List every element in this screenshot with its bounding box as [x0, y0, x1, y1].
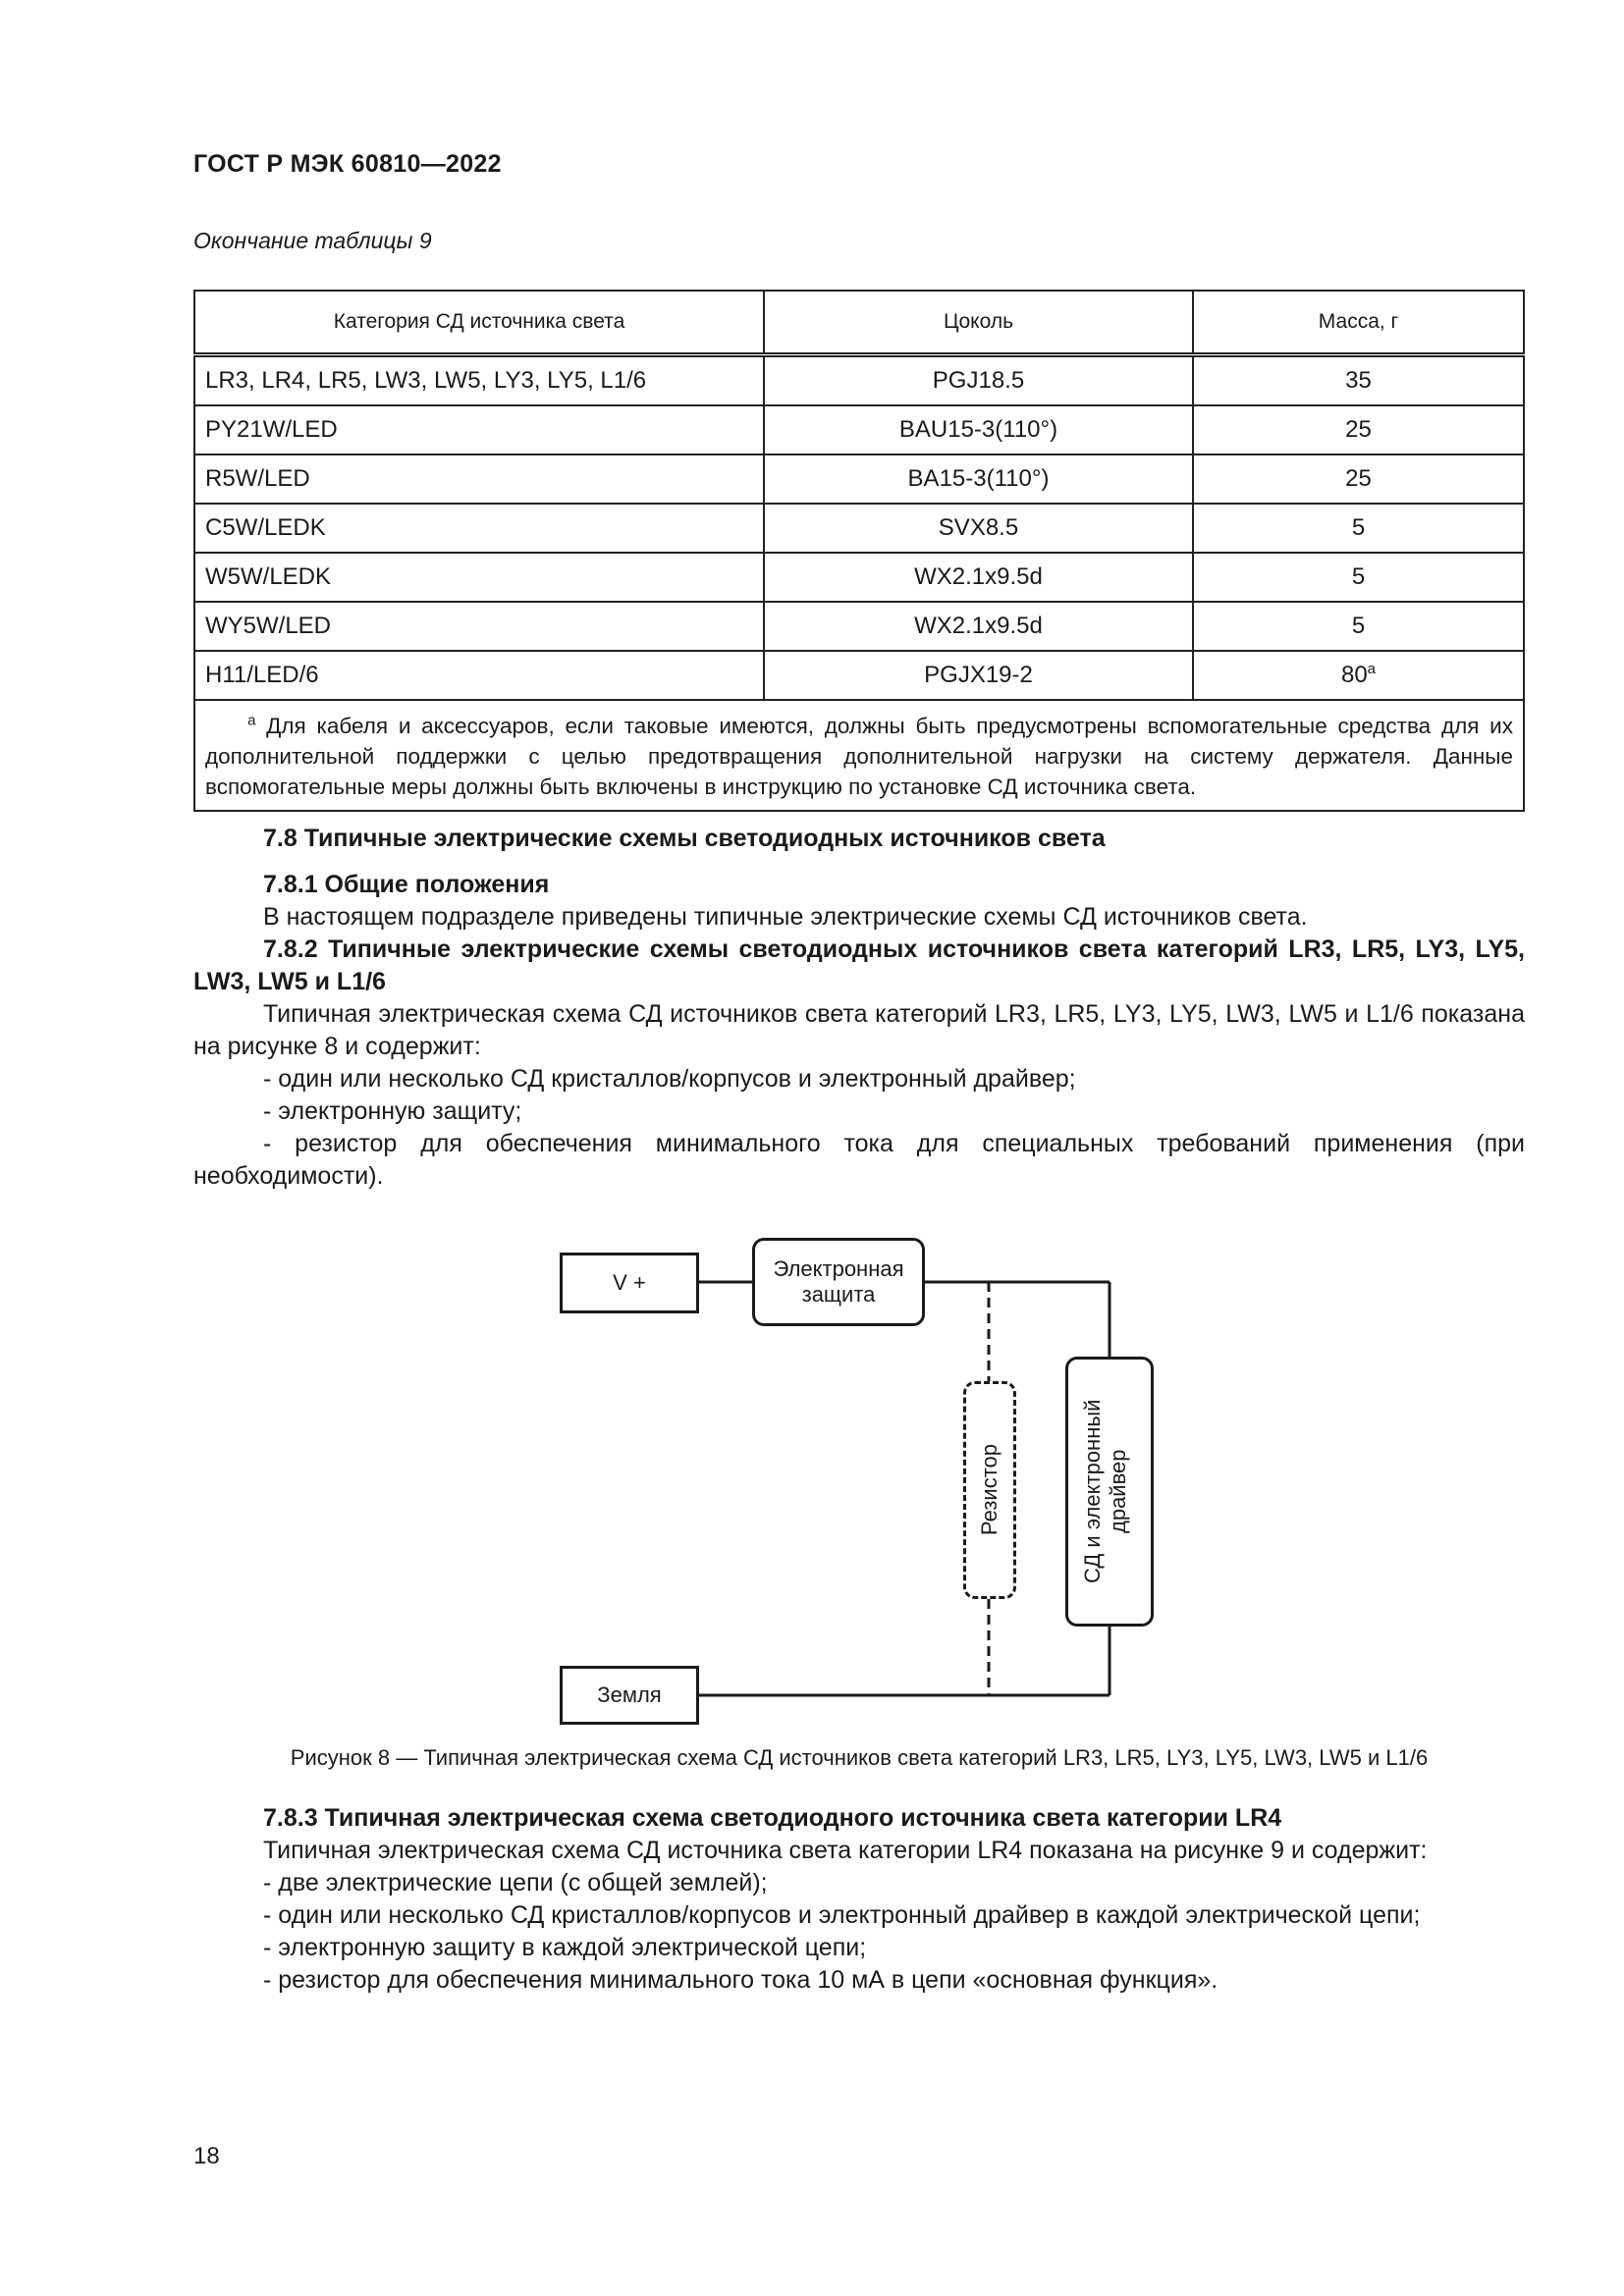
figure-8-caption: Рисунок 8 — Типичная электрическая схема СД источников света категорий LR3, LR5, LY3, LY5, LW3, LW5 и L1/6: [290, 1745, 1429, 1770]
cell-category: WY5W/LED: [194, 602, 764, 651]
mass-value: 80: [1340, 662, 1368, 688]
list-item: - один или несколько СД кристаллов/корпусов и электронный драйвер;: [263, 1065, 1076, 1093]
list-item: - две электрические цепи (с общей землей);: [263, 1869, 768, 1896]
table-continuation-label: Окончание таблицы 9: [193, 228, 432, 253]
paragraph-7-8-1: В настоящем подразделе приведены типичные электрические схемы СД источников света.: [263, 903, 1308, 931]
vplus-terminal: V +: [560, 1253, 699, 1313]
cell-category: W5W/LEDK: [194, 553, 764, 602]
cell-mass: 25: [1193, 454, 1524, 504]
page-number: 18: [193, 2143, 220, 2169]
table-footnote: [194, 700, 1524, 811]
section-7-8: [193, 823, 1525, 1193]
cell-base: WX2.1x9.5d: [764, 602, 1193, 651]
document-code: ГОСТ Р МЭК 60810—2022: [193, 150, 502, 178]
column-header-mass: Масса, г: [1193, 291, 1524, 355]
cell-category: H11/LED/6: [194, 651, 764, 700]
cell-base: WX2.1x9.5d: [764, 553, 1193, 602]
cell-base: PGJ18.5: [764, 355, 1193, 406]
figure-8-diagram: [550, 1232, 1178, 1733]
table-9: [193, 290, 1525, 812]
table-row: [194, 504, 1524, 553]
heading-7-8: 7.8 Типичные электрические схемы светодиодных источников света: [263, 825, 1106, 852]
cell-base: BAU15-3(110°): [764, 405, 1193, 454]
cell-category: LR3, LR4, LR5, LW3, LW5, LY3, LY5, L1/6: [194, 355, 764, 406]
footnote-ref: a: [1367, 661, 1377, 677]
cell-category: R5W/LED: [194, 454, 764, 504]
cell-mass: 25: [1193, 405, 1524, 454]
column-header-base: Цоколь: [764, 291, 1193, 355]
heading-7-8-1: 7.8.1 Общие положения: [263, 871, 550, 898]
cell-mass: 5: [1193, 553, 1524, 602]
list-item: - электронную защиту в каждой электрической цепи;: [263, 1934, 867, 1961]
heading-7-8-3: 7.8.3 Типичная электрическая схема светодиодного источника света категории LR4: [263, 1804, 1282, 1832]
electronic-protection-block: Электронная защита: [752, 1238, 925, 1326]
table-row: [194, 553, 1524, 602]
paragraph-7-8-2: Типичная электрическая схема СД источников света категорий LR3, LR5, LY3, LY5, LW3, LW5 и L1/6 показана на рисунке 8 и содержит:: [193, 1000, 1525, 1060]
list-item: - резистор для обеспечения минимального тока 10 мА в цепи «основная функция».: [263, 1966, 1218, 1994]
cell-mass: 5: [1193, 602, 1524, 651]
cell-base: SVX8.5: [764, 504, 1193, 553]
table-row: [194, 355, 1524, 406]
table-row: [194, 602, 1524, 651]
section-7-8-3: [193, 1802, 1525, 1997]
list-item: - резистор для обеспечения минимального тока для специальных требований применения (при необходимости).: [193, 1130, 1525, 1190]
table-row: [194, 454, 1524, 504]
table-row: [194, 651, 1524, 700]
cell-category: PY21W/LED: [194, 405, 764, 454]
resistor-block: [963, 1381, 1016, 1599]
heading-7-8-2: 7.8.2 Типичные электрические схемы светодиодных источников света категорий LR3, LR5, LY3, LY5, LW3, LW5 и L1/6: [193, 935, 1525, 995]
cell-category: C5W/LEDK: [194, 504, 764, 553]
table-header-row: [194, 291, 1524, 355]
ground-terminal: Земля: [560, 1666, 699, 1725]
resistor-label: Резистор: [977, 1444, 1001, 1536]
cell-base: PGJX19-2: [764, 651, 1193, 700]
footnote-text: Для кабеля и аксессуаров, если таковые имеются, должны быть предусмотрены вспомогательные средства для их дополнительной поддержки с целью предотвращения дополнительной нагрузки на систему держателя. Данные вспомогательные меры должны быть включены в инструкцию по установке СД источника света.: [205, 714, 1513, 799]
footnote-mark: a: [247, 712, 256, 729]
cell-mass: [1193, 651, 1524, 700]
paragraph-7-8-3: Типичная электрическая схема СД источника света категории LR4 показана на рисунке 9 и содержит:: [263, 1837, 1428, 1864]
cell-mass: 5: [1193, 504, 1524, 553]
table-footnote-row: [194, 700, 1524, 811]
column-header-category: Категория СД источника света: [194, 291, 764, 355]
led-driver-label: СД и электронный драйвер: [1080, 1399, 1130, 1584]
list-item: - электронную защиту;: [263, 1097, 522, 1125]
led-driver-block: [1065, 1357, 1154, 1627]
table-row: [194, 405, 1524, 454]
list-item: - один или несколько СД кристаллов/корпусов и электронный драйвер в каждой электрической цепи;: [263, 1901, 1421, 1929]
cell-base: BA15-3(110°): [764, 454, 1193, 504]
cell-mass: 35: [1193, 355, 1524, 406]
